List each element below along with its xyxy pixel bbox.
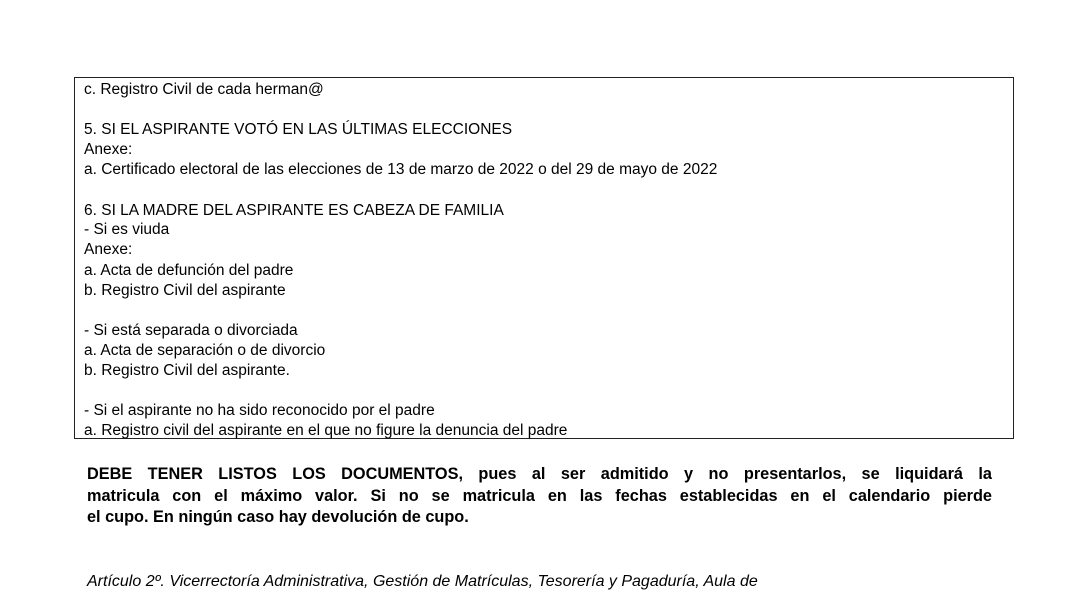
civil-registry-without-father-line: a. Registro civil del aspirante en el que no figure la denuncia del padre (84, 422, 568, 439)
notice-line-1: DEBE TENER LISTOS LOS DOCUMENTOS, pues al ser admitido y no presentarlos, se liquidará la (87, 465, 992, 483)
separated-condition-line: - Si está separada o divorciada (84, 322, 298, 339)
cutoff-article-line: Artículo 2º. Vicerrectoría Administrativa, Gestión de Matrículas, Tesorería y Pagaduría, Aula de (87, 573, 758, 590)
applicant-civil-registry-line-2: b. Registro Civil del aspirante. (84, 362, 290, 379)
annex-label: Anexe: (84, 141, 133, 158)
death-certificate-line: a. Acta de defunción del padre (84, 262, 294, 279)
annex-label-2: Anexe: (84, 241, 133, 258)
widow-condition-line: - Si es viuda (84, 221, 170, 238)
electoral-certificate-line: a. Certificado electoral de las elecciones de 13 de marzo de 2022 o del 29 de mayo de 2022 (84, 161, 718, 178)
notice-line-3: el cupo. En ningún caso hay devolución de cupo. (87, 508, 469, 526)
not-recognized-condition-line: - Si el aspirante no ha sido reconocido por el padre (84, 402, 435, 419)
documents-ready-notice (87, 464, 992, 529)
single-mother-heading: 6. SI LA MADRE DEL ASPIRANTE ES CABEZA DE FAMILIA (84, 202, 504, 219)
voted-last-elections-heading: 5. SI EL ASPIRANTE VOTÓ EN LAS ÚLTIMAS ELECCIONES (84, 121, 513, 138)
applicant-civil-registry-line: b. Registro Civil del aspirante (84, 282, 286, 299)
separation-certificate-line: a. Acta de separación o de divorcio (84, 342, 326, 359)
notice-line-2: matricula con el máximo valor. Si no se matricula en las fechas establecidas en el calendario pierde (87, 486, 992, 505)
sibling-civil-registry-line: c. Registro Civil de cada herman@ (84, 81, 324, 98)
